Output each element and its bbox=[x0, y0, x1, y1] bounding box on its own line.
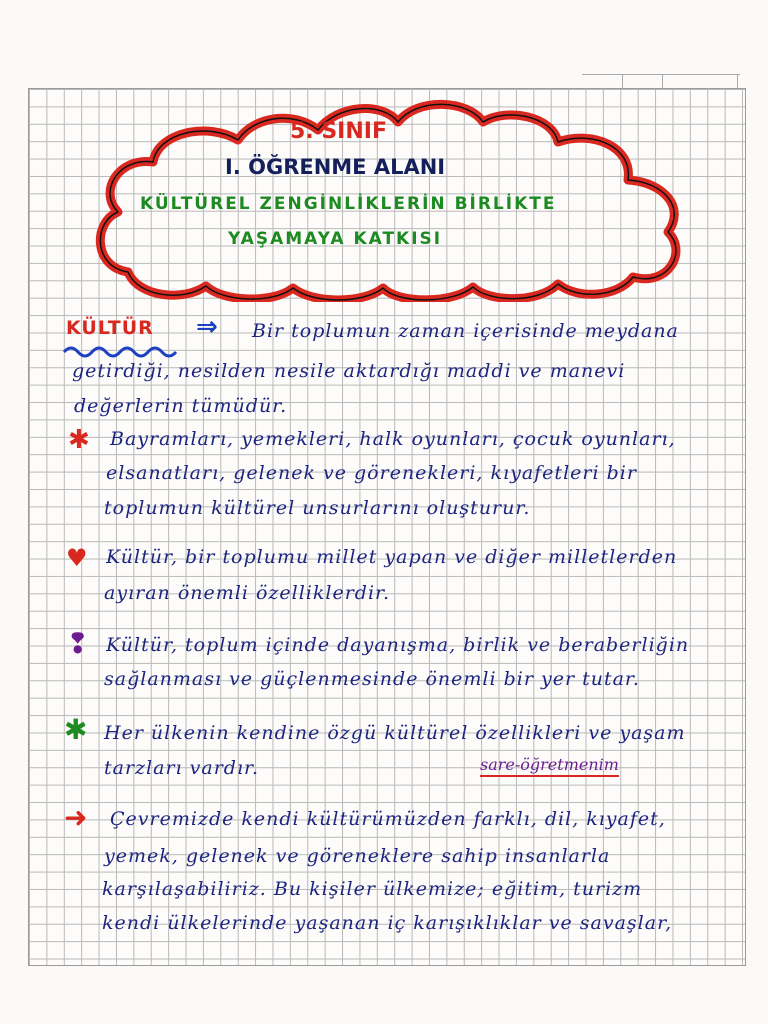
definition-line3: değerlerin tümüdür. bbox=[74, 395, 288, 417]
green-asterisk-icon: ✱ bbox=[64, 713, 88, 746]
asterisk-icon: ✱ bbox=[68, 425, 90, 455]
definition-line1: Bir toplumun zaman içerisinde meydana bbox=[252, 320, 679, 342]
red-arrow-icon: ➜ bbox=[64, 801, 88, 834]
definition-line2: getirdiği, nesilden nesile aktardığı maddi ve manevi bbox=[72, 360, 626, 382]
teacher-signature: sare-öğretmenim bbox=[480, 755, 619, 777]
topic-title-line2: YAŞAMAYA KATKISI bbox=[228, 229, 443, 249]
item1-line1: Bayramları, yemekleri, halk oyunları, çocuk oyunları, bbox=[110, 428, 676, 450]
item1-line3: toplumun kültürel unsurlarını oluşturur. bbox=[104, 497, 531, 519]
item5-line4: kendi ülkelerinde yaşanan iç karışıklıklar ve savaşlar, bbox=[102, 912, 673, 934]
item2-line1: Kültür, bir toplumu millet yapan ve diğer milletlerden bbox=[106, 546, 678, 568]
heart-icon: ♥ bbox=[66, 544, 88, 572]
page-header-boxes bbox=[582, 74, 740, 89]
topic-title-line1: KÜLTÜREL ZENGİNLİKLERİN BİRLİKTE bbox=[140, 194, 557, 214]
item2-line2: ayıran önemli özelliklerdir. bbox=[104, 582, 391, 604]
item3-line1: Kültür, toplum içinde dayanışma, birlik ve beraberliğin bbox=[106, 634, 690, 656]
item4-line2: tarzları vardır. bbox=[104, 757, 260, 779]
term-kultur: KÜLTÜR bbox=[66, 317, 154, 339]
unit-title: I. ÖĞRENME ALANI bbox=[225, 155, 446, 179]
arrow-icon: ⇒ bbox=[196, 312, 219, 342]
item5-line3: karşılaşabiliriz. Bu kişiler ülkemize; eğitim, turizm bbox=[102, 878, 643, 900]
item4-line1: Her ülkenin kendine özgü kültürel özellikleri ve yaşam bbox=[104, 722, 686, 744]
item1-line2: elsanatları, gelenek ve görenekleri, kıyafetleri bir bbox=[106, 462, 637, 484]
exclamation-icon: ❢ bbox=[66, 627, 90, 660]
item5-line2: yemek, gelenek ve göreneklere sahip insanlarla bbox=[104, 845, 611, 867]
item5-line1: Çevremizde kendi kültürümüzden farklı, dil, kıyafet, bbox=[110, 808, 666, 830]
item3-line2: sağlanması ve güçlenmesinde önemli bir yer tutar. bbox=[104, 668, 640, 690]
grade-title: 5. SINIF bbox=[290, 119, 387, 144]
wavy-underline bbox=[62, 344, 182, 358]
